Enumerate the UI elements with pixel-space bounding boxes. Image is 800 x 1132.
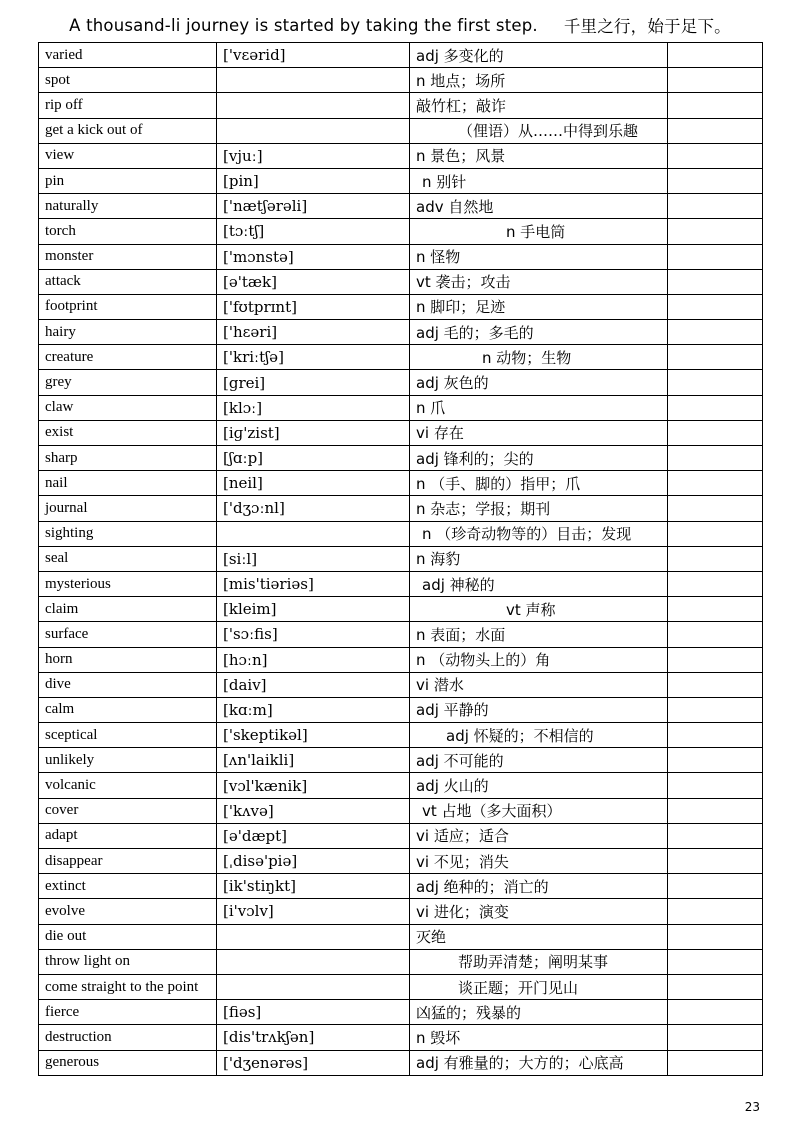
meaning-cell: adj 火山的 xyxy=(410,773,668,798)
blank-cell xyxy=(668,571,763,596)
meaning-cell: adj 锋利的；尖的 xyxy=(410,446,668,471)
phonetic-cell: ['nætʃərəli] xyxy=(217,194,410,219)
word-cell: journal xyxy=(39,496,217,521)
table-row xyxy=(39,773,763,798)
phonetic-cell: [ə'tæk] xyxy=(217,269,410,294)
table-row xyxy=(39,748,763,773)
blank-cell xyxy=(668,798,763,823)
meaning-cell: n 地点；场所 xyxy=(410,68,668,93)
phonetic-cell: [hɔːn] xyxy=(217,647,410,672)
meaning-cell: n 动物；生物 xyxy=(410,345,668,370)
meaning-cell: vt 袭击；攻击 xyxy=(410,269,668,294)
blank-cell xyxy=(668,269,763,294)
table-row xyxy=(39,93,763,118)
motto-english: A thousand-li journey is started by taking the first step. xyxy=(69,15,538,35)
phonetic-cell: ['kʌvə] xyxy=(217,798,410,823)
phonetic-cell: [pin] xyxy=(217,168,410,193)
blank-cell xyxy=(668,546,763,571)
table-row xyxy=(39,798,763,823)
meaning-cell: vi 不见；消失 xyxy=(410,849,668,874)
blank-cell xyxy=(668,1000,763,1025)
table-row xyxy=(39,320,763,345)
meaning-cell: adj 平静的 xyxy=(410,697,668,722)
phonetic-cell: [grei] xyxy=(217,370,410,395)
blank-cell xyxy=(668,93,763,118)
blank-cell xyxy=(668,446,763,471)
phonetic-cell: [fiəs] xyxy=(217,1000,410,1025)
blank-cell xyxy=(668,521,763,546)
table-row xyxy=(39,43,763,68)
phonetic-cell: [ˌdisə'piə] xyxy=(217,849,410,874)
blank-cell xyxy=(668,168,763,193)
word-cell: torch xyxy=(39,219,217,244)
word-cell: sighting xyxy=(39,521,217,546)
blank-cell xyxy=(668,345,763,370)
phonetic-cell xyxy=(217,521,410,546)
motto-chinese: 千里之行，始于足下。 xyxy=(563,17,731,36)
meaning-cell: adj 绝种的；消亡的 xyxy=(410,874,668,899)
meaning-cell: adj 怀疑的；不相信的 xyxy=(410,723,668,748)
phonetic-cell: [mis'tiəriəs] xyxy=(217,571,410,596)
word-cell: seal xyxy=(39,546,217,571)
meaning-cell: vt 声称 xyxy=(410,597,668,622)
word-cell: grey xyxy=(39,370,217,395)
meaning-cell: vi 存在 xyxy=(410,420,668,445)
table-row xyxy=(39,446,763,471)
word-cell: dive xyxy=(39,672,217,697)
word-cell: varied xyxy=(39,43,217,68)
word-cell: hairy xyxy=(39,320,217,345)
word-cell: creature xyxy=(39,345,217,370)
word-cell: evolve xyxy=(39,899,217,924)
meaning-cell: n 毁坏 xyxy=(410,1025,668,1050)
word-cell: throw light on xyxy=(39,949,217,974)
phonetic-cell: [klɔː] xyxy=(217,395,410,420)
table-row xyxy=(39,672,763,697)
blank-cell xyxy=(668,723,763,748)
blank-cell xyxy=(668,974,763,999)
blank-cell xyxy=(668,597,763,622)
table-row xyxy=(39,294,763,319)
phonetic-cell xyxy=(217,974,410,999)
table-row xyxy=(39,1050,763,1075)
phonetic-cell xyxy=(217,949,410,974)
phonetic-cell: ['dʒɔːnl] xyxy=(217,496,410,521)
word-cell: pin xyxy=(39,168,217,193)
page-number: 23 xyxy=(744,1100,760,1114)
table-row xyxy=(39,874,763,899)
word-cell: extinct xyxy=(39,874,217,899)
phonetic-cell xyxy=(217,93,410,118)
blank-cell xyxy=(668,471,763,496)
blank-cell xyxy=(668,43,763,68)
word-cell: footprint xyxy=(39,294,217,319)
table-row xyxy=(39,68,763,93)
table-row xyxy=(39,697,763,722)
word-cell: surface xyxy=(39,622,217,647)
phonetic-cell xyxy=(217,924,410,949)
word-cell: adapt xyxy=(39,823,217,848)
phonetic-cell: [tɔːtʃ] xyxy=(217,219,410,244)
blank-cell xyxy=(668,370,763,395)
meaning-cell: adj 毛的；多毛的 xyxy=(410,320,668,345)
table-row xyxy=(39,118,763,143)
meaning-cell: vi 潜水 xyxy=(410,672,668,697)
table-row xyxy=(39,571,763,596)
table-row xyxy=(39,244,763,269)
table-row xyxy=(39,723,763,748)
blank-cell xyxy=(668,672,763,697)
word-cell: claim xyxy=(39,597,217,622)
word-cell: rip off xyxy=(39,93,217,118)
word-cell: mysterious xyxy=(39,571,217,596)
word-cell: sceptical xyxy=(39,723,217,748)
phonetic-cell: [ʌn'laikli] xyxy=(217,748,410,773)
table-row xyxy=(39,597,763,622)
blank-cell xyxy=(668,244,763,269)
blank-cell xyxy=(668,496,763,521)
phonetic-cell xyxy=(217,68,410,93)
blank-cell xyxy=(668,219,763,244)
table-row xyxy=(39,1000,763,1025)
meaning-cell: （俚语）从……中得到乐趣 xyxy=(410,118,668,143)
phonetic-cell: [kɑːm] xyxy=(217,697,410,722)
phonetic-cell: ['vɛərid] xyxy=(217,43,410,68)
blank-cell xyxy=(668,849,763,874)
meaning-cell: vt 占地（多大面积） xyxy=(410,798,668,823)
table-row xyxy=(39,395,763,420)
meaning-cell: adj 不可能的 xyxy=(410,748,668,773)
table-row xyxy=(39,345,763,370)
phonetic-cell: [vjuː] xyxy=(217,143,410,168)
blank-cell xyxy=(668,1050,763,1075)
phonetic-cell: ['hɛəri] xyxy=(217,320,410,345)
word-cell: come straight to the point xyxy=(39,974,217,999)
vocabulary-table xyxy=(38,42,763,1076)
blank-cell xyxy=(668,395,763,420)
meaning-cell: n 景色；风景 xyxy=(410,143,668,168)
blank-cell xyxy=(668,143,763,168)
word-cell: spot xyxy=(39,68,217,93)
meaning-cell: adj 神秘的 xyxy=(410,571,668,596)
phonetic-cell: [i'vɔlv] xyxy=(217,899,410,924)
table-row xyxy=(39,546,763,571)
table-row xyxy=(39,269,763,294)
phonetic-cell: [siːl] xyxy=(217,546,410,571)
table-row xyxy=(39,1025,763,1050)
meaning-cell: vi 适应；适合 xyxy=(410,823,668,848)
meaning-cell: 灭绝 xyxy=(410,924,668,949)
meaning-cell: adj 多变化的 xyxy=(410,43,668,68)
meaning-cell: adv 自然地 xyxy=(410,194,668,219)
blank-cell xyxy=(668,294,763,319)
blank-cell xyxy=(668,622,763,647)
vocabulary-table-body xyxy=(39,43,763,1076)
phonetic-cell: ['dʒenərəs] xyxy=(217,1050,410,1075)
meaning-cell: n 脚印；足迹 xyxy=(410,294,668,319)
table-row xyxy=(39,143,763,168)
word-cell: disappear xyxy=(39,849,217,874)
word-cell: sharp xyxy=(39,446,217,471)
table-row xyxy=(39,471,763,496)
meaning-cell: n 爪 xyxy=(410,395,668,420)
blank-cell xyxy=(668,899,763,924)
word-cell: monster xyxy=(39,244,217,269)
table-row xyxy=(39,496,763,521)
blank-cell xyxy=(668,874,763,899)
phonetic-cell: ['mɔnstə] xyxy=(217,244,410,269)
table-row xyxy=(39,899,763,924)
phonetic-cell: [kleim] xyxy=(217,597,410,622)
blank-cell xyxy=(668,194,763,219)
blank-cell xyxy=(668,773,763,798)
blank-cell xyxy=(668,68,763,93)
meaning-cell: n 怪物 xyxy=(410,244,668,269)
meaning-cell: adj 有雅量的；大方的；心底高 xyxy=(410,1050,668,1075)
word-cell: exist xyxy=(39,420,217,445)
meaning-cell: 敲竹杠；敲诈 xyxy=(410,93,668,118)
table-row xyxy=(39,849,763,874)
table-row xyxy=(39,622,763,647)
meaning-cell: n （动物头上的）角 xyxy=(410,647,668,672)
word-cell: get a kick out of xyxy=(39,118,217,143)
word-cell: cover xyxy=(39,798,217,823)
table-row xyxy=(39,647,763,672)
meaning-cell: n （手、脚的）指甲；爪 xyxy=(410,471,668,496)
phonetic-cell: ['sɔːfis] xyxy=(217,622,410,647)
phonetic-cell: ['skeptikəl] xyxy=(217,723,410,748)
word-cell: horn xyxy=(39,647,217,672)
word-cell: nail xyxy=(39,471,217,496)
blank-cell xyxy=(668,1025,763,1050)
blank-cell xyxy=(668,823,763,848)
meaning-cell: n （珍奇动物等的）目击；发现 xyxy=(410,521,668,546)
meaning-cell: 凶猛的；残暴的 xyxy=(410,1000,668,1025)
table-row xyxy=(39,924,763,949)
word-cell: destruction xyxy=(39,1025,217,1050)
word-cell: unlikely xyxy=(39,748,217,773)
word-cell: volcanic xyxy=(39,773,217,798)
table-row xyxy=(39,420,763,445)
blank-cell xyxy=(668,420,763,445)
phonetic-cell: [ik'stiŋkt] xyxy=(217,874,410,899)
meaning-cell: 谈正题；开门见山 xyxy=(410,974,668,999)
blank-cell xyxy=(668,320,763,345)
table-row xyxy=(39,823,763,848)
word-cell: fierce xyxy=(39,1000,217,1025)
blank-cell xyxy=(668,949,763,974)
phonetic-cell: [vɔl'kænik] xyxy=(217,773,410,798)
table-row xyxy=(39,521,763,546)
table-row xyxy=(39,219,763,244)
phonetic-cell: ['kriːtʃə] xyxy=(217,345,410,370)
phonetic-cell xyxy=(217,118,410,143)
word-cell: claw xyxy=(39,395,217,420)
blank-cell xyxy=(668,697,763,722)
table-row xyxy=(39,194,763,219)
meaning-cell: n 海豹 xyxy=(410,546,668,571)
table-row xyxy=(39,949,763,974)
meaning-cell: n 别针 xyxy=(410,168,668,193)
table-row xyxy=(39,974,763,999)
meaning-cell: 帮助弄清楚；阐明某事 xyxy=(410,949,668,974)
word-cell: view xyxy=(39,143,217,168)
page-header xyxy=(38,10,762,40)
meaning-cell: n 杂志；学报；期刊 xyxy=(410,496,668,521)
phonetic-cell: [daiv] xyxy=(217,672,410,697)
blank-cell xyxy=(668,924,763,949)
meaning-cell: n 表面；水面 xyxy=(410,622,668,647)
phonetic-cell: [neil] xyxy=(217,471,410,496)
phonetic-cell: [dis'trʌkʃən] xyxy=(217,1025,410,1050)
phonetic-cell: [ə'dæpt] xyxy=(217,823,410,848)
meaning-cell: adj 灰色的 xyxy=(410,370,668,395)
word-cell: attack xyxy=(39,269,217,294)
phonetic-cell: [ʃɑːp] xyxy=(217,446,410,471)
meaning-cell: n 手电筒 xyxy=(410,219,668,244)
word-cell: naturally xyxy=(39,194,217,219)
blank-cell xyxy=(668,118,763,143)
blank-cell xyxy=(668,647,763,672)
phonetic-cell: [iɡ'zist] xyxy=(217,420,410,445)
word-cell: generous xyxy=(39,1050,217,1075)
table-row xyxy=(39,168,763,193)
word-cell: calm xyxy=(39,697,217,722)
blank-cell xyxy=(668,748,763,773)
word-cell: die out xyxy=(39,924,217,949)
meaning-cell: vi 进化；演变 xyxy=(410,899,668,924)
table-row xyxy=(39,370,763,395)
phonetic-cell: ['fʊtprɪnt] xyxy=(217,294,410,319)
